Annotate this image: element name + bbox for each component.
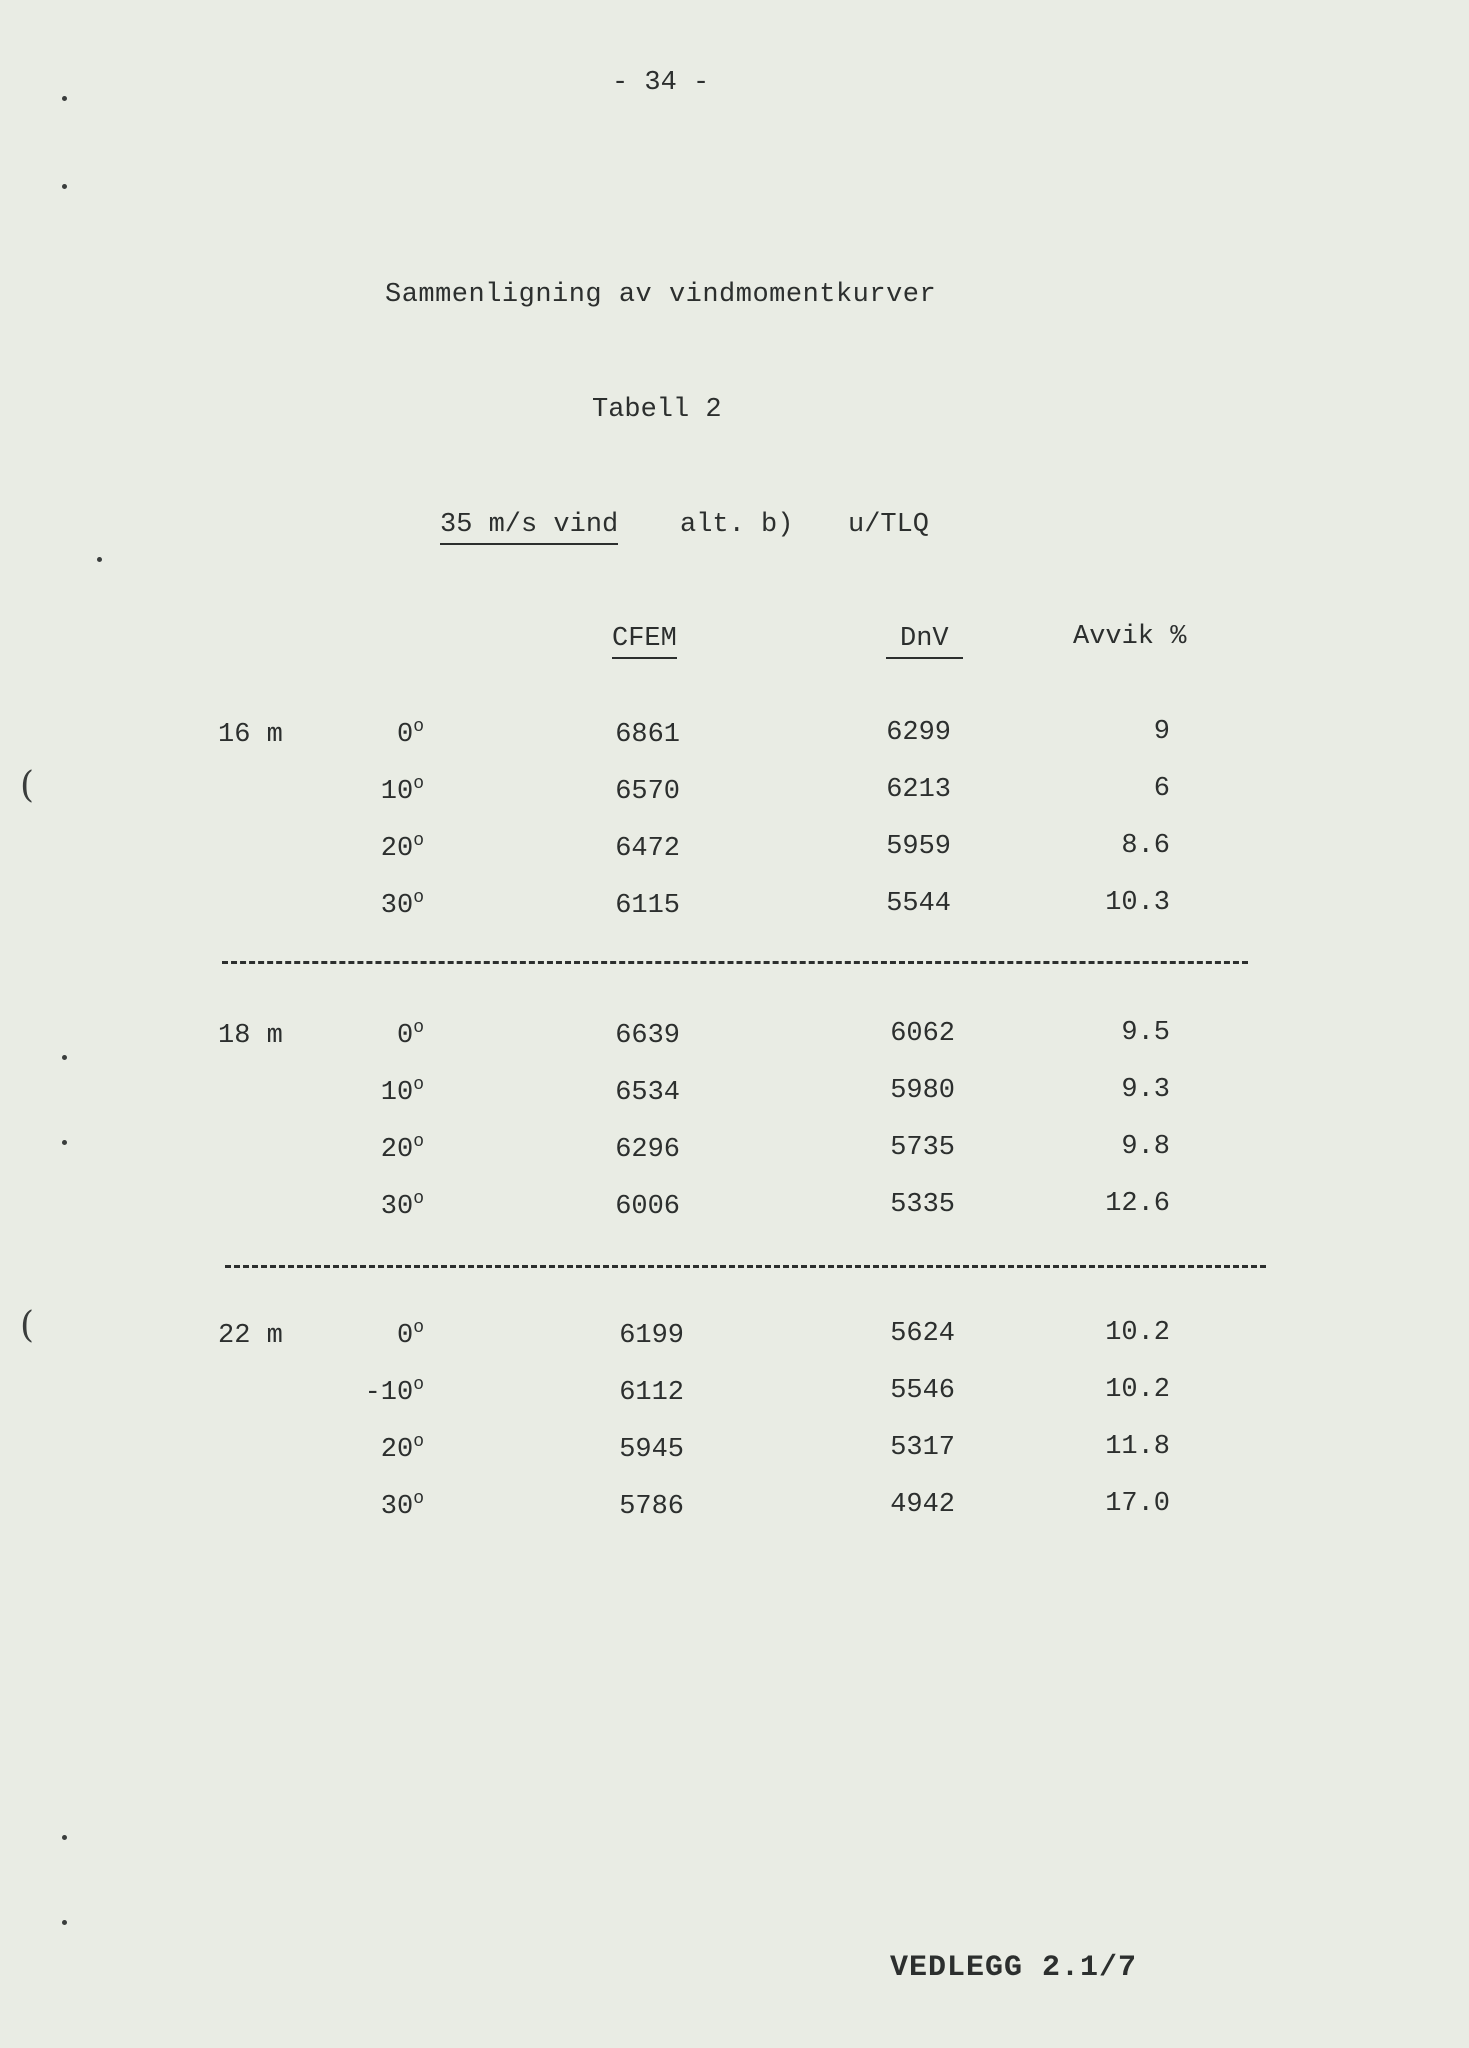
dnv-value: 5980: [890, 1076, 955, 1106]
height-label: 16 m: [218, 720, 283, 750]
dnv-value: 5544: [886, 889, 951, 919]
variant-label: u/TLQ: [848, 510, 930, 540]
angle-cell: [334, 1189, 424, 1222]
margin-dot: [62, 1140, 67, 1145]
degree-symbol: o: [413, 888, 424, 908]
angle-cell: [334, 888, 424, 921]
angle-value: 30: [380, 891, 414, 921]
degree-symbol: o: [413, 1318, 424, 1338]
cfem-value: 6296: [615, 1135, 680, 1165]
table-label: Tabell 2: [592, 395, 722, 425]
cfem-value: 6639: [615, 1021, 680, 1051]
angle-value: 10: [380, 1078, 414, 1108]
cfem-value: 6472: [615, 834, 680, 864]
angle-value: 10: [380, 777, 414, 807]
cfem-value: 6199: [619, 1321, 684, 1351]
angle-value: 0: [396, 1321, 414, 1351]
dnv-value: 5317: [890, 1433, 955, 1463]
dnv-value: 5959: [886, 832, 951, 862]
deviation-value: 10.2: [1105, 1318, 1170, 1348]
angle-cell: [334, 717, 424, 750]
angle-cell: [334, 1075, 424, 1108]
deviation-value: 12.6: [1105, 1189, 1170, 1219]
margin-dot: [97, 557, 102, 562]
angle-cell: [334, 1375, 424, 1408]
height-label: 22 m: [218, 1321, 283, 1351]
angle-cell: [334, 1318, 424, 1351]
dnv-value: 5624: [890, 1319, 955, 1349]
angle-cell: [334, 1018, 424, 1051]
document-title: Sammenligning av vindmomentkurver: [385, 280, 937, 310]
angle-value: 0: [396, 720, 414, 750]
angle-value: 30: [380, 1192, 414, 1222]
appendix-footer: VEDLEGG 2.1/7: [890, 1951, 1138, 1985]
degree-symbol: o: [413, 1189, 424, 1209]
column-header-dnv: DnV: [886, 626, 963, 659]
angle-value: -10: [364, 1378, 414, 1408]
page-number: - 34 -: [612, 68, 710, 98]
dnv-value: 6062: [890, 1019, 955, 1049]
dnv-value: 5735: [890, 1133, 955, 1163]
cfem-value: 6534: [615, 1078, 680, 1108]
margin-dot: [62, 1920, 67, 1925]
degree-symbol: o: [413, 831, 424, 851]
deviation-value: 10.3: [1105, 888, 1170, 918]
deviation-value: 11.8: [1105, 1432, 1170, 1462]
degree-symbol: o: [413, 717, 424, 737]
alternative-label: alt. b): [680, 510, 794, 540]
margin-dot: [62, 96, 67, 101]
cfem-value: 6112: [619, 1378, 684, 1408]
deviation-value: 10.2: [1105, 1375, 1170, 1405]
degree-symbol: o: [413, 1489, 424, 1509]
cfem-value: 5945: [619, 1435, 684, 1465]
angle-value: 0: [396, 1021, 414, 1051]
binding-mark-icon: (: [20, 765, 35, 806]
dnv-value: 6299: [886, 718, 951, 748]
angle-cell: [334, 1489, 424, 1522]
degree-symbol: o: [413, 1375, 424, 1395]
cfem-value: 6006: [615, 1192, 680, 1222]
dnv-value: 6213: [886, 775, 951, 805]
cfem-value: 6861: [615, 720, 680, 750]
angle-value: 20: [380, 1135, 414, 1165]
angle-value: 20: [380, 1435, 414, 1465]
degree-symbol: o: [413, 1432, 424, 1452]
column-header-deviation: Avvik %: [1073, 622, 1187, 652]
deviation-value: 6: [1153, 774, 1170, 804]
binding-mark-icon: (: [20, 1305, 35, 1346]
cfem-value: 5786: [619, 1492, 684, 1522]
angle-cell: [334, 774, 424, 807]
dnv-value: 4942: [890, 1490, 955, 1520]
angle-cell: [334, 831, 424, 864]
margin-dot: [62, 1835, 67, 1840]
deviation-value: 17.0: [1105, 1489, 1170, 1519]
margin-dot: [62, 184, 67, 189]
degree-symbol: o: [413, 1075, 424, 1095]
deviation-value: 9.5: [1121, 1018, 1170, 1048]
cfem-value: 6570: [615, 777, 680, 807]
deviation-value: 9.3: [1121, 1075, 1170, 1105]
height-label: 18 m: [218, 1021, 283, 1051]
dnv-value: 5546: [890, 1376, 955, 1406]
column-header-cfem: CFEM: [612, 626, 677, 659]
deviation-value: 8.6: [1121, 831, 1170, 861]
degree-symbol: o: [413, 1018, 424, 1038]
deviation-value: 9: [1153, 717, 1170, 747]
angle-cell: [334, 1132, 424, 1165]
group-divider: [222, 961, 1248, 964]
deviation-value: 9.8: [1121, 1132, 1170, 1162]
angle-value: 20: [380, 834, 414, 864]
dnv-value: 5335: [890, 1190, 955, 1220]
cfem-value: 6115: [615, 891, 680, 921]
angle-cell: [334, 1432, 424, 1465]
group-divider: [225, 1265, 1266, 1268]
degree-symbol: o: [413, 774, 424, 794]
degree-symbol: o: [413, 1132, 424, 1152]
margin-dot: [62, 1055, 67, 1060]
angle-value: 30: [380, 1492, 414, 1522]
wind-condition: 35 m/s vind: [440, 512, 618, 545]
